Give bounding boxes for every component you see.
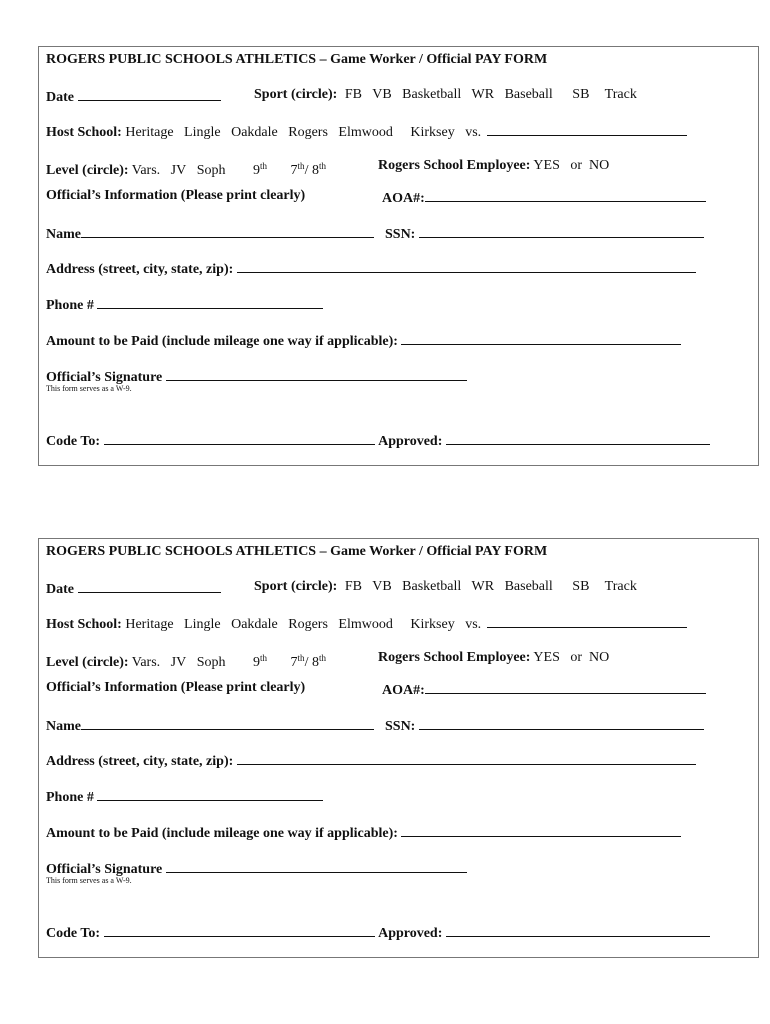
level-option-vars[interactable]: Vars. [131,163,161,178]
approved-field[interactable] [446,923,710,937]
employee-label: Rogers School Employee: [378,158,531,173]
sport-option-basketball[interactable]: Basketball [402,579,462,594]
form-title: ROGERS PUBLIC SCHOOLS ATHLETICS – Game Worker / Official PAY FORM [46,544,548,559]
vs-school-field[interactable] [487,614,687,628]
aoa-label: AOA#: [382,191,425,206]
code-to-label: Code To: [46,926,101,941]
code-to-field[interactable] [104,923,375,937]
school-option-elmwood[interactable]: Elmwood [338,617,393,632]
w9-note: This form serves as a W-9. [46,384,132,393]
aoa-field[interactable] [425,188,706,202]
school-option-oakdale[interactable]: Oakdale [231,617,278,632]
sport-option-vb[interactable]: VB [372,87,392,102]
amount-field[interactable] [401,823,681,837]
signature-label: Official’s Signature [46,862,163,877]
form-title: ROGERS PUBLIC SCHOOLS ATHLETICS – Game Worker / Official PAY FORM [46,52,548,67]
address-field[interactable] [237,751,696,765]
school-option-oakdale[interactable]: Oakdale [231,125,278,140]
ssn-field[interactable] [419,224,704,238]
approved-label: Approved: [378,434,443,449]
date-label: Date [46,90,74,105]
level-label: Level (circle): [46,655,129,670]
level-option-soph[interactable]: Soph [196,655,226,670]
code-to-field[interactable] [104,431,375,445]
phone-label: Phone # [46,790,94,805]
host-school-label: Host School: [46,125,122,140]
approved-label: Approved: [378,926,443,941]
phone-field[interactable] [97,295,323,309]
signature-label: Official’s Signature [46,370,163,385]
school-option-heritage[interactable]: Heritage [125,125,174,140]
school-option-kirksey[interactable]: Kirksey [410,125,455,140]
level-label: Level (circle): [46,163,129,178]
address-label: Address (street, city, state, zip): [46,754,234,769]
sport-label: Sport (circle): [254,579,338,594]
host-school-label: Host School: [46,617,122,632]
approved-field[interactable] [446,431,710,445]
code-to-label: Code To: [46,434,101,449]
ssn-label: SSN: [385,227,416,242]
level-option-vars[interactable]: Vars. [131,655,161,670]
sport-option-fb[interactable]: FB [344,87,362,102]
sport-label: Sport (circle): [254,87,338,102]
sport-option-wr[interactable]: WR [471,579,495,594]
sport-option-fb[interactable]: FB [344,579,362,594]
employee-options[interactable]: YES or NO [533,158,610,173]
school-option-lingle[interactable]: Lingle [184,125,221,140]
ssn-label: SSN: [385,719,416,734]
date-field[interactable] [78,87,221,101]
amount-field[interactable] [401,331,681,345]
sport-option-track[interactable]: Track [604,579,637,594]
phone-field[interactable] [97,787,323,801]
school-option-vs: vs. [465,125,482,140]
school-option-heritage[interactable]: Heritage [125,617,174,632]
official-info-label: Official’s Information (Please print clearly) [46,680,306,695]
level-option-soph[interactable]: Soph [196,163,226,178]
sport-option-basketball[interactable]: Basketball [402,87,462,102]
pay-form-2 [38,538,759,958]
name-label: Name [46,719,81,734]
sport-option-sb[interactable]: SB [572,87,590,102]
aoa-label: AOA#: [382,683,425,698]
employee-label: Rogers School Employee: [378,650,531,665]
official-info-label: Official’s Information (Please print clearly) [46,188,306,203]
name-field[interactable] [81,224,374,238]
sport-option-baseball[interactable]: Baseball [504,579,553,594]
sport-option-wr[interactable]: WR [471,87,495,102]
level-option-jv[interactable]: JV [170,163,187,178]
level-option-7th-8th[interactable]: 7th/ 8th [290,161,326,178]
amount-label: Amount to be Paid (include mileage one way if applicable): [46,334,398,349]
vs-school-field[interactable] [487,122,687,136]
level-option-7th-8th[interactable]: 7th/ 8th [290,653,326,670]
school-option-elmwood[interactable]: Elmwood [338,125,393,140]
school-option-vs: vs. [465,617,482,632]
aoa-field[interactable] [425,680,706,694]
level-option-9th[interactable]: 9th [253,161,268,178]
pay-form-1 [38,46,759,466]
address-label: Address (street, city, state, zip): [46,262,234,277]
date-label: Date [46,582,74,597]
w9-note: This form serves as a W-9. [46,876,132,885]
school-option-rogers[interactable]: Rogers [288,125,328,140]
sport-option-baseball[interactable]: Baseball [504,87,553,102]
sport-option-track[interactable]: Track [604,87,637,102]
employee-options[interactable]: YES or NO [533,650,610,665]
name-label: Name [46,227,81,242]
amount-label: Amount to be Paid (include mileage one way if applicable): [46,826,398,841]
sport-option-vb[interactable]: VB [372,579,392,594]
school-option-lingle[interactable]: Lingle [184,617,221,632]
address-field[interactable] [237,259,696,273]
phone-label: Phone # [46,298,94,313]
signature-field[interactable] [166,367,467,381]
sport-option-sb[interactable]: SB [572,579,590,594]
date-field[interactable] [78,579,221,593]
level-option-9th[interactable]: 9th [253,653,268,670]
level-option-jv[interactable]: JV [170,655,187,670]
name-field[interactable] [81,716,374,730]
school-option-kirksey[interactable]: Kirksey [410,617,455,632]
ssn-field[interactable] [419,716,704,730]
signature-field[interactable] [166,859,467,873]
school-option-rogers[interactable]: Rogers [288,617,328,632]
